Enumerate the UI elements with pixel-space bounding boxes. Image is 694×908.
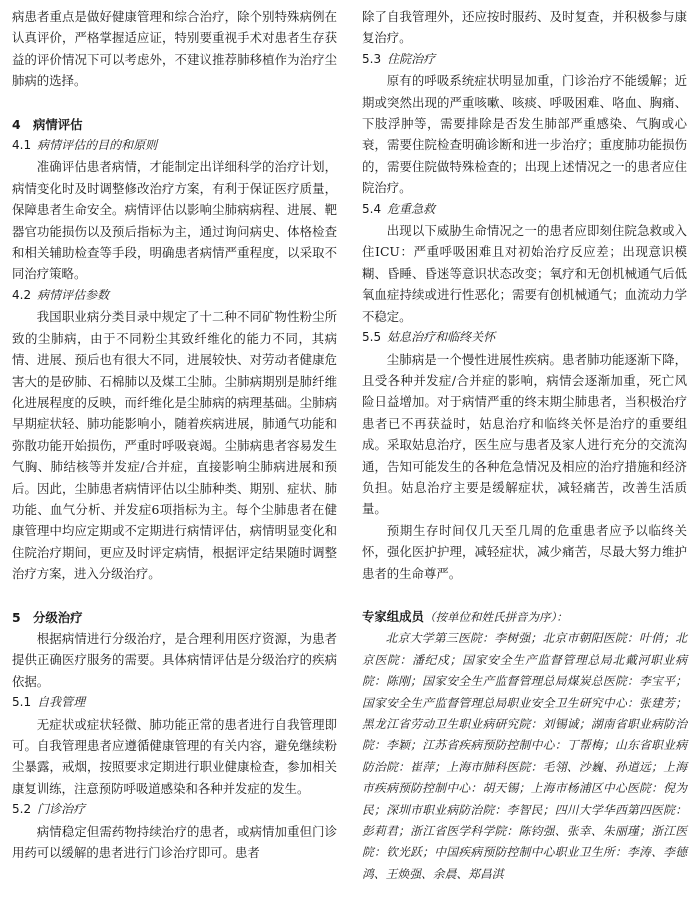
section-4-heading: 4 病情评估	[12, 116, 83, 132]
section-number: 5.1	[12, 695, 32, 710]
experts-note: （按单位和姓氏拼音为序）：	[423, 609, 568, 624]
section-number: 5.5	[362, 330, 382, 345]
section-label: 危重急救	[387, 201, 436, 216]
section-number: 4.1	[12, 138, 32, 153]
section-5-4-paragraph: 出现以下威胁生命情况之一的患者应即刻住院急救或入住ICU：严重呼吸困难且对初始治疗反应差；出现意识模糊、昏睡、昏迷等意识状态改变；氧疗和无创机械通气后低氧血症持续或进行性恶化；需要有创机械通气；血流动力学不稳定。	[362, 223, 687, 324]
section-4-1-heading	[12, 135, 337, 156]
section-label: 门诊治疗	[37, 802, 86, 817]
experts-heading	[362, 606, 687, 628]
section-5-3-heading	[362, 49, 687, 70]
section-5-3-paragraph: 原有的呼吸系统症状明显加重，门诊治疗不能缓解；近期或突然出现的严重咳嗽、咳痰、呼吸困难、咯血、胸痛、下肢浮肿等，需要排除是否发生肺部严重感染、气胸或心衰，需要住院检查明确诊断和进一步治疗；重度肺功能损伤的，需要住院做特殊检查的；出现上述情况之一的患者应住院治疗。	[362, 73, 687, 196]
right-column	[362, 6, 687, 885]
section-4-2-paragraph: 我国职业病分类目录中规定了十二种不同矿物性粉尘所致的尘肺病，由于不同粉尘其致纤维化的能力不同，其病情、进展、预后也有很大不同，进展较快、对劳动者健康危害大的是矽肺、石棉肺以及煤工尘肺。尘肺病期别是肺纤维化进展程度的反映，而纤维化是尘肺病的病理基础。尘肺病早期症状轻、肺功能影响小，随着疾病进展，肺通气功能和弥散功能开始损伤，严重时呼吸衰竭。尘肺病患者容易发生气胸、肺结核等并发症/合并症，直接影响尘肺病进展和预后。因此，尘肺患者病情评估以尘肺种类、期别、症状、肺功能、血气分析、并发症6项指标为主。每个尘肺患者在健康管理中均应定期或不定期进行病情评估，病情明显变化和住院治疗期间，更应及时评定病情，根据评定结果随时调整治疗方案，进入分级治疗。	[12, 309, 337, 582]
section-5-2-paragraph: 病情稳定但需药物持续治疗的患者，或病情加重但门诊用药可以缓解的患者进行门诊治疗即可。患者	[12, 823, 337, 861]
experts-title: 专家组成员	[362, 608, 424, 624]
section-number: 5.4	[362, 201, 382, 216]
section-5-5-heading	[362, 327, 687, 348]
section-label: 病情评估的目的和原则	[37, 138, 158, 153]
section-label: 自我管理	[37, 695, 86, 710]
section-label: 病情评估参数	[37, 287, 110, 302]
section-number: 4.2	[12, 287, 32, 302]
experts-list: 北京大学第三医院：李树强；北京市朝阳医院：叶俏；北京医院：潘纪戍；国家安全生产监督管理总局北戴河职业病院：陈刚；国家安全生产监督管理总局煤炭总医院：李宝平；国家安全生产监督管理总局职业安全卫生研究中心：张建芳；黑龙江省劳动卫生职业病研究院：刘锡诚；湖南省职业病防治院：李颖；江苏省疾病预防控制中心：丁帮梅；山东省职业病防治院：崔萍；上海市肺科医院：毛翎、沙巍、孙道远；上海市疾病预防控制中心：胡天锡；上海市杨浦区中心医院：倪为民；深圳市职业病防治院：李智民；四川大学华西第四医院：彭莉君；浙江省医学科学院：陈钧强、张幸、朱丽瑾；浙江医院：钦光跃；中国疾病预防控制中心职业卫生所：李涛、李德鸿、王焕强、余晨、郑昌淇	[362, 631, 687, 881]
section-5-5-paragraph-1: 尘肺病是一个慢性进展性疾病。患者肺功能逐渐下降，且受各种并发症/合并症的影响，病情会逐渐加重，死亡风险日益增加。对于病情严重的终末期尘肺患者，当积极治疗患者已不再获益时，姑息治疗和临终关怀是治疗的重要组成。采取姑息治疗，医生应与患者及家人进行充分的交流沟通，告知可能发生的各种危急情况及相应的治疗措施和经济负担。姑息治疗主要是缓解症状，减轻痛苦，改善生活质量。	[362, 351, 687, 517]
section-5-paragraph: 根据病情进行分级治疗，是合理利用医疗资源，为患者提供正确医疗服务的需要。具体病情评估是分级治疗的疾病依据。	[12, 630, 337, 689]
intro-paragraph: 病患者重点是做好健康管理和综合治疗，除个别特殊病例在认真评价，严格掌握适应证，特别要重视手术对患者生存获益的评价情况下可以考虑外，不建议推荐肺移植作为治疗尘肺病的选择。	[12, 9, 337, 89]
section-5-1-paragraph: 无症状或症状轻微、肺功能正常的患者进行自我管理即可。自我管理患者应遵循健康管理的有关内容，避免继续粉尘暴露，戒烟，按照要求定期进行职业健康检查，参加相关康复训练，注意预防呼吸道感染和各种并发症的发生。	[12, 716, 337, 796]
section-5-2-heading	[12, 799, 337, 820]
section-4-1-paragraph: 准确评估患者病情，才能制定出详细科学的治疗计划，病情变化时及时调整修改治疗方案，有利于保证医疗质量，保障患者生命安全。病情评估以影响尘肺病病程、进展、靶器官功能损伤以及预后指标为主，通过询问病史、体格检查和相关辅助检查等手段，明确患者病情严重程度，以采取不同治疗策略。	[12, 159, 337, 282]
section-number: 5.3	[362, 51, 382, 66]
section-4-2-heading	[12, 285, 337, 306]
section-label: 住院治疗	[387, 51, 436, 66]
section-5-4-heading	[362, 199, 687, 220]
continued-paragraph: 除了自我管理外，还应按时服药、及时复查，并积极参与康复治疗。	[362, 9, 687, 46]
section-5-1-heading	[12, 692, 337, 713]
section-5-5-paragraph-2: 预期生存时间仅几天至几周的危重患者应予以临终关怀，强化医护护理，减轻症状，减少痛苦，尽最大努力维护患者的生命尊严。	[362, 522, 687, 581]
section-5-heading: 5 分级治疗	[12, 609, 83, 625]
section-number: 5.2	[12, 802, 32, 817]
section-label: 姑息治疗和临终关怀	[387, 330, 496, 345]
left-column	[12, 6, 337, 863]
